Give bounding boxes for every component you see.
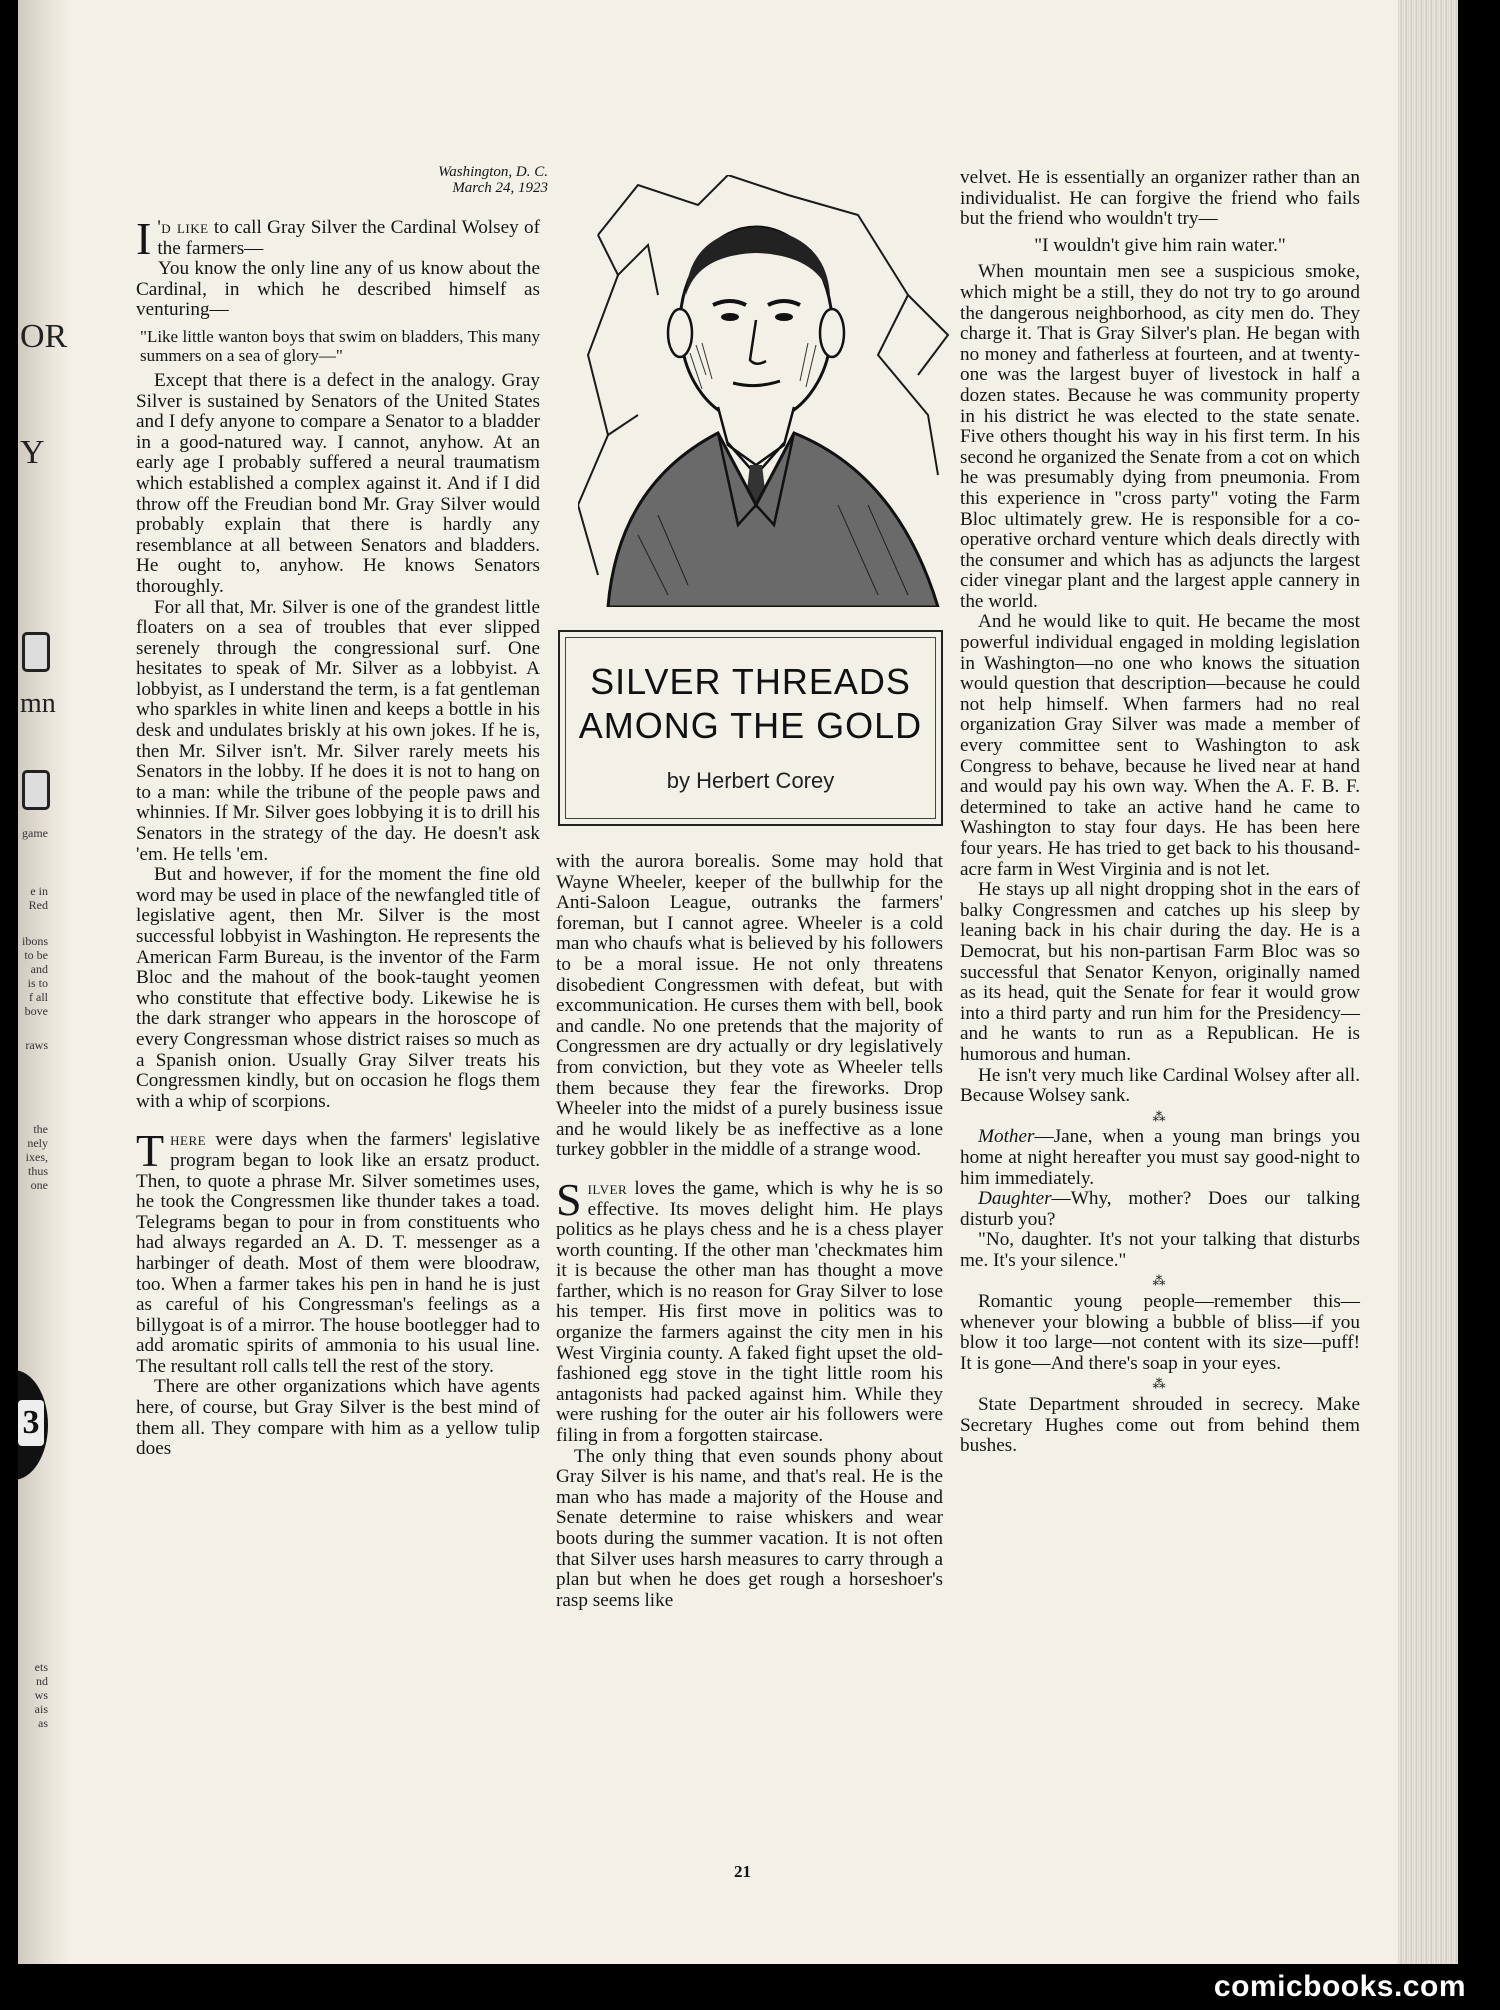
paragraph: Except that there is a defect in the analogy. Gray Silver is sustained by Senators of the United States and I defy anyone to compare a Senator to a bladder in a good-natured way. I cannot, anyhow. At an early age I probably suffered a neural traumatism which established a complex against it. And if I did throw off the Freudian bond Mr. Gray Silver would probably explain that there is hardly any resemblance at all between Senators and bladders. He ought to, anyhow. He knows Senators thoroughly. [136, 369, 540, 597]
page-edges [1398, 0, 1458, 1964]
margin-ad-graphic [22, 770, 50, 810]
paragraph-text: loves the game, which is why he is so effective. Its moves delight him. He plays politics as he plays chess and he is a chess player worth counting. If the other man 'checkmates him it is because the other man has thought a move farther, which is no reason for Gray Silver to lose his temper. His first move in politics was to organize the farmers against the city men in his West Virginia county. A faked fight upset the old-fashioned egg stove in the tight little room his antagonists had packed against him. While they were rushing for the outer air his followers were filing in from a forgotten staircase. [556, 1177, 943, 1447]
paragraph: And he would like to quit. He became the most powerful individual engaged in molding legislation in Washington—no one who knows the situation would question that description—because he could not help himself. When farmers had no real organization Gray Silver was made a member of every committee sent to Washington to ask Congress to behave, because he lived near at hand and would pay his own way. When the A. F. B. F. determined to take an active hand he came to Washington to stay four days. He has been here four years. He has tried to get back to his thousand-acre farm in West Virginia and is not let. [960, 611, 1360, 880]
lead-in: 'd like [157, 217, 209, 238]
article-title-line-2: AMONG THE GOLD [578, 705, 923, 746]
margin-fragment: ibons to be and is to f all bove [22, 934, 49, 1018]
magazine-page [18, 0, 1458, 1964]
margin-fragment: e in Red [28, 884, 48, 912]
paragraph: He stays up all night dropping shot in the ears of balky Congressmen and catches up his sleep by leaning back in his chair during the day. He is a Democrat, but his non-partisan Farm Bloc was so successful that Senator Kenyon, originally named as its head, quit the Senate for fear it would grow into a third party and run him for the Presidency—and he wants to run as a Republican. He is humorous and human. [960, 879, 1360, 1065]
section-divider: ⁂ [1152, 1376, 1168, 1392]
article-column-2 [556, 852, 943, 1611]
paragraph [136, 1125, 540, 1377]
section-divider: ⁂ [1152, 1273, 1168, 1289]
paragraph [556, 1173, 943, 1447]
margin-fragment: Y [20, 434, 45, 471]
article-column-3 [960, 168, 1360, 1457]
paragraph-text: to call Gray Silver the Cardinal Wolsey of the farmers— [157, 217, 540, 259]
dateline [396, 164, 548, 196]
margin-fragment: the nely ixes, thus one [25, 1122, 48, 1192]
speaker-label: Daughter [978, 1188, 1052, 1210]
article-column-1 [136, 213, 540, 1460]
paragraph: For all that, Mr. Silver is one of the grandest little floaters on a sea of troubles that ever slipped serenely through the congressional surf. One hesitates to speak of Mr. Silver as a lobbyist. A lobbyist, as I understand the term, is a fat gentleman who sparkles in white linen and keeps a bottle in his desk and undulates briskly at his own jokes. If he is, then Mr. Silver isn't. Mr. Silver rarely meets his Senators in the lobby. If he does it is not to hang on to a man: while the tribune of the people paws and whinnies. If Mr. Silver goes lobbying it is to drill his Senators in the strategy of the day. He doesn't ask 'em. He tells 'em. [136, 596, 540, 865]
paragraph-text: —Jane, when a young man brings you home at night hereafter you must say good-night to him immediately. [960, 1126, 1360, 1189]
drop-cap: T [136, 1125, 165, 1177]
paragraph: When mountain men see a suspicious smoke, which might be a still, they do not try to go around the dangerous neighborhood, as city men do. They charge it. That is Gray Silver's plan. He began with no money and fatherless at fourteen, and at twenty-one was the largest buyer of livestock in half a dozen states. Because he was community property in his district he was elected to the state senate. Five others thought his way in his first term. In his second he organized the Senate from a cot on which he was presumably dying from pneumonia. From this experience in "cross party" voting the Farm Bloc ultimately grew. He is responsible for a co-operative orchard venture which deals directly with the consumer and which has as adjuncts the largest cider vinegar plant and the largest apple cannery in the world. [960, 261, 1360, 612]
margin-fragment: 3 [18, 1400, 44, 1446]
dateline-date: March 24, 1923 [452, 180, 548, 196]
paragraph: There are other organizations which have agents here, of course, but Gray Silver is the best mind of them all. They compare with him as a yellow tulip does [136, 1376, 540, 1460]
lead-in: ilver [587, 1177, 628, 1199]
paragraph: You know the only line any of us know about the Cardinal, in which he described himself as venturing— [136, 258, 540, 321]
joke-paragraph: State Department shrouded in secrecy. Make Secretary Hughes come out from behind them bushes. [960, 1394, 1360, 1457]
margin-fragment: raws [25, 1038, 48, 1052]
margin-fragment: mn [20, 688, 56, 719]
paragraph: He isn't very much like Cardinal Wolsey after all. Because Wolsey sank. [960, 1064, 1360, 1107]
lead-in: here [170, 1129, 207, 1151]
paragraph: velvet. He is essentially an organizer rather than an individualist. He can forgive the friend who fails but the friend who wouldn't try— [960, 167, 1360, 230]
margin-fragment: game [22, 826, 48, 840]
article-title-line-1: SILVER THREADS [590, 661, 911, 702]
title-inner-frame [565, 637, 936, 819]
joke-paragraph: Romantic young people—remember this—whenever your blowing a bubble of bliss—if you blow it too large—not content with its size—puff! It is gone—And there's soap in your eyes. [960, 1291, 1360, 1374]
byline: by Herbert Corey [666, 768, 835, 793]
margin-fragment: ets nd ws ais as [34, 1660, 48, 1730]
paragraph: But and however, if for the moment the fine old word may be used in place of the newfangled title of legislative agent, then Mr. Silver is the most successful lobbyist in Washington. He represents the American Farm Bureau, is the inventor of the Farm Bloc and the mahout of the book-taught yeomen who constitute that effective body. Likewise he is the dark stranger who appears in the horoscope of every Congressman whose district raises so much as a Spanish onion. Usually Gray Silver treats his Congressmen kindly, but on occasion he flogs them with a whip of scorpions. [136, 864, 540, 1112]
paragraph: The only thing that even sounds phony about Gray Silver is his name, and that's real. He is the man who has made a majority of the House and Senate determine to raise whiskers and wear boots during the summer vacation. It is not often that Silver uses harsh measures to carry through a plan but when he does get rough a horseshoer's rasp seems like [556, 1445, 943, 1611]
margin-fragment: OR [20, 318, 68, 355]
watermark: comicbooks.com [1213, 1970, 1466, 2003]
portrait-illustration [578, 175, 958, 607]
pull-quote: "I wouldn't give him rain water." [1034, 234, 1286, 256]
paragraph-text: were days when the farmers' legislative program began to look like an ersatz product. Then, to quote a phrase Mr. Silver sometimes uses, he took the Congressmen like thunder takes a toad. Telegrams began to pour in from constituents who had always regarded an A. D. T. messenger as a harbinger of death. Most of them were bloodraw, too. When a farmer takes his pen in hand he is just as careful of his Congressman's feelings as a billygoat is of a mirror. The house bootlegger had to add aromatic spirits of ammonia to his usual line. The resultant roll calls tell the rest of the story. [136, 1129, 540, 1377]
joke-paragraph [960, 1127, 1360, 1189]
joke-paragraph: "No, daughter. It's not your talking that disturbs me. It's your silence." [960, 1229, 1360, 1271]
page-number: 21 [734, 1862, 751, 1881]
drop-cap: I [136, 213, 152, 264]
paragraph [136, 213, 540, 264]
joke-paragraph [960, 1189, 1360, 1230]
article-title-box [558, 630, 943, 826]
drop-cap: S [556, 1173, 582, 1225]
paragraph-text: —Why, mother? Does our talking disturb you? [960, 1188, 1360, 1230]
dateline-place: Washington, D. C. [438, 164, 548, 180]
paragraph: with the aurora borealis. Some may hold that Wayne Wheeler, keeper of the bullwhip for the Anti-Saloon League, outranks the farmers' foreman, but I cannot agree. Wheeler is a cold man who chaufs what is believed by his followers to be a moral issue. He not only threatens disobedient Congressmen with defeat, but with excommunication. He curses them with bell, book and candle. No one pretends that the majority of Congressmen are dry actually or dry legislatively from conviction, but they vote as Wheeler tells them because they fear the fireworks. Drop Wheeler into the midst of a purely business issue and he would likely be as ineffective as a lone turkey gobbler in the middle of a strange wood. [556, 851, 943, 1161]
margin-ad-graphic [22, 632, 50, 672]
section-divider: ⁂ [1152, 1108, 1168, 1124]
speaker-label: Mother [978, 1126, 1035, 1148]
verse-quote: "Like little wanton boys that swim on bladders, This many summers on a sea of glory—" [140, 326, 540, 365]
